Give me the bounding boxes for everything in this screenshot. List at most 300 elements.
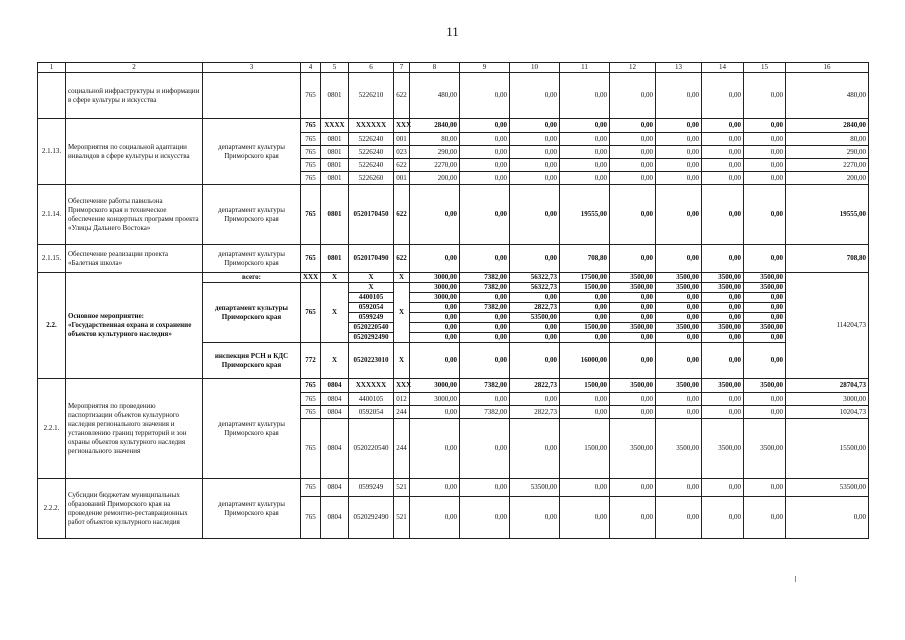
code-cell: 244 [394, 406, 410, 419]
value-cell: 0,00 [460, 119, 510, 133]
value-cell: 0,00 [786, 497, 869, 539]
value-cell: 3500,00 [744, 379, 786, 393]
value-cell: 7382,00 [460, 273, 510, 283]
value-cell: 3500,00 [610, 419, 656, 479]
code-cell: XXXXXX [349, 119, 394, 133]
code-cell: 0801 [321, 73, 349, 119]
value-cell: 0,00 [702, 185, 744, 245]
page-number: 11 [446, 24, 459, 39]
value-cell: 0,00 [744, 146, 786, 159]
code-cell: 001 [394, 172, 410, 185]
value-cell: 0,00 [460, 133, 510, 146]
value-cell: 0,00 [460, 146, 510, 159]
value-cell: 0,00 [510, 343, 560, 379]
value-cell: 0,00 [744, 133, 786, 146]
column-number: 14 [702, 63, 744, 73]
value-cell: 0,00 [460, 185, 510, 245]
row-number: 2.2.1. [38, 379, 66, 479]
row-name: социальной инфраструктуры и информации в сфере культуры и искусства [66, 73, 203, 119]
value-cell: 0,00 [610, 159, 656, 172]
value-cell: 3500,00 [656, 379, 702, 393]
row-name: Мероприятия по проведению паспортизации объектов культурного наследия регионального значения и установлению границ территорий и зон охраны объектов культурного наследия регионального значения [66, 379, 203, 479]
value-cell: 2840,00 [410, 119, 460, 133]
code-cell: 001 [394, 133, 410, 146]
value-cell: 0,00 [460, 245, 510, 273]
value-cell: 0,00 [560, 303, 610, 313]
value-cell: 200,00 [410, 172, 460, 185]
code-cell: XXX [394, 119, 410, 133]
code-cell: 0804 [321, 393, 349, 406]
code-cell: 765 [301, 283, 321, 343]
code-cell: 0804 [321, 419, 349, 479]
value-cell: 3500,00 [656, 283, 702, 293]
value-cell: 0,00 [656, 497, 702, 539]
value-cell: 56322,73 [510, 273, 560, 283]
value-cell: 1500,00 [560, 323, 610, 333]
value-cell: 7382,00 [460, 283, 510, 293]
value-cell: 0,00 [744, 333, 786, 343]
value-cell: 0,00 [460, 497, 510, 539]
value-cell: 0,00 [656, 185, 702, 245]
value-cell: 3500,00 [744, 419, 786, 479]
value-cell: 2822,73 [510, 379, 560, 393]
table-row [38, 119, 869, 133]
code-cell: X [394, 273, 410, 283]
value-cell: 0,00 [744, 245, 786, 273]
value-cell: 0,00 [410, 497, 460, 539]
code-cell: 5226240 [349, 159, 394, 172]
code-cell: 0599249 [349, 479, 394, 497]
value-cell: 0,00 [744, 303, 786, 313]
table-row [38, 379, 869, 393]
value-cell: 0,00 [510, 245, 560, 273]
value-cell: 0,00 [410, 419, 460, 479]
value-cell: 0,00 [610, 479, 656, 497]
value-cell: 3500,00 [656, 419, 702, 479]
code-cell: 521 [394, 497, 410, 539]
value-cell: 7382,00 [460, 379, 510, 393]
code-cell: 765 [301, 172, 321, 185]
code-cell: X [349, 283, 394, 293]
table-row [38, 185, 869, 245]
value-cell: 0,00 [656, 393, 702, 406]
value-cell: 0,00 [560, 393, 610, 406]
value-cell: 0,00 [702, 333, 744, 343]
code-cell: 5226210 [349, 73, 394, 119]
value-cell: 0,00 [610, 406, 656, 419]
code-cell: 023 [394, 146, 410, 159]
value-cell: 0,00 [610, 185, 656, 245]
code-cell: 0801 [321, 185, 349, 245]
code-cell: 521 [394, 479, 410, 497]
value-cell: 3500,00 [610, 283, 656, 293]
value-cell: 0,00 [560, 172, 610, 185]
value-cell: 0,00 [656, 146, 702, 159]
value-cell: 0,00 [610, 73, 656, 119]
value-cell: 0,00 [410, 479, 460, 497]
value-cell: 0,00 [510, 333, 560, 343]
value-cell: 0,00 [610, 333, 656, 343]
value-cell: 0,00 [410, 323, 460, 333]
value-cell: 1500,00 [560, 379, 610, 393]
value-cell: 0,00 [560, 159, 610, 172]
value-cell: 53500,00 [786, 479, 869, 497]
value-cell: 0,00 [656, 159, 702, 172]
value-cell: 0,00 [744, 497, 786, 539]
value-cell: 80,00 [786, 133, 869, 146]
code-cell: 765 [301, 379, 321, 393]
code-cell: 765 [301, 419, 321, 479]
value-cell: 0,00 [744, 185, 786, 245]
column-number: 3 [203, 63, 301, 73]
code-cell: 765 [301, 119, 321, 133]
scan-mark [795, 576, 796, 582]
value-cell: 708,80 [560, 245, 610, 273]
code-cell: 765 [301, 133, 321, 146]
code-cell: 0804 [321, 406, 349, 419]
value-cell: 3500,00 [610, 273, 656, 283]
value-cell: 0,00 [610, 303, 656, 313]
code-cell: 765 [301, 185, 321, 245]
value-cell: 0,00 [656, 343, 702, 379]
code-cell: 0592054 [349, 303, 394, 313]
value-cell: 0,00 [610, 146, 656, 159]
value-cell: 3500,00 [702, 379, 744, 393]
value-cell: 0,00 [560, 497, 610, 539]
column-number: 5 [321, 63, 349, 73]
table-row [38, 73, 869, 119]
row-number: 2.1.13. [38, 119, 66, 185]
value-cell: 0,00 [510, 185, 560, 245]
value-cell: 0,00 [460, 73, 510, 119]
value-cell: 3000,00 [410, 273, 460, 283]
value-cell: 0,00 [702, 313, 744, 323]
value-cell: 0,00 [702, 73, 744, 119]
value-cell: 0,00 [460, 479, 510, 497]
value-cell: 0,00 [510, 497, 560, 539]
code-cell: 0520220540 [349, 419, 394, 479]
value-cell: 0,00 [460, 293, 510, 303]
column-number: 15 [744, 63, 786, 73]
code-cell: 622 [394, 159, 410, 172]
executor: инспекция РСН и КДС Приморского края [203, 343, 301, 379]
value-cell: 3500,00 [610, 323, 656, 333]
value-cell: 480,00 [786, 73, 869, 119]
code-cell: 0801 [321, 172, 349, 185]
value-cell: 0,00 [656, 119, 702, 133]
value-cell: 0,00 [702, 343, 744, 379]
value-cell: 0,00 [460, 159, 510, 172]
value-cell: 0,00 [744, 313, 786, 323]
column-number: 6 [349, 63, 394, 73]
value-cell: 0,00 [560, 479, 610, 497]
code-cell: X [321, 273, 349, 283]
value-cell: 3500,00 [656, 273, 702, 283]
column-number: 12 [610, 63, 656, 73]
column-number: 1 [38, 63, 66, 73]
code-cell: 765 [301, 73, 321, 119]
value-cell: 0,00 [744, 393, 786, 406]
code-cell: 0520170490 [349, 245, 394, 273]
code-cell: XXX [301, 273, 321, 283]
value-cell: 0,00 [510, 293, 560, 303]
code-cell: 0804 [321, 497, 349, 539]
code-cell: X [394, 283, 410, 343]
value-cell: 0,00 [702, 119, 744, 133]
row-name: Обеспечение реализации проекта «Балетная школа» [66, 245, 203, 273]
value-cell: 290,00 [786, 146, 869, 159]
value-cell: 0,00 [410, 406, 460, 419]
column-number: 10 [510, 63, 560, 73]
value-cell: 0,00 [656, 172, 702, 185]
row-name: Мероприятия по социальной адаптации инвалидов в сфере культуры и искусства [66, 119, 203, 185]
row-number: 2.1.15. [38, 245, 66, 273]
value-cell: 19555,00 [560, 185, 610, 245]
code-cell: 0804 [321, 479, 349, 497]
column-number: 13 [656, 63, 702, 73]
value-cell: 0,00 [702, 146, 744, 159]
code-cell: XXXXXX [349, 379, 394, 393]
code-cell: 0520292490 [349, 497, 394, 539]
code-cell: 012 [394, 393, 410, 406]
value-cell: 3500,00 [702, 323, 744, 333]
value-cell: 7382,00 [460, 406, 510, 419]
code-cell: 4400105 [349, 393, 394, 406]
value-cell: 0,00 [510, 119, 560, 133]
value-cell: 3500,00 [744, 273, 786, 283]
value-cell: 0,00 [460, 343, 510, 379]
value-cell: 0,00 [610, 293, 656, 303]
table-row [38, 479, 869, 497]
value-cell: 2822,73 [510, 406, 560, 419]
value-cell: 0,00 [410, 343, 460, 379]
value-cell: 0,00 [410, 185, 460, 245]
code-cell: 4400105 [349, 293, 394, 303]
value-cell: 3500,00 [744, 283, 786, 293]
total-row [38, 273, 869, 283]
value-cell: 2270,00 [410, 159, 460, 172]
code-cell: 0801 [321, 245, 349, 273]
column-number: 11 [560, 63, 610, 73]
value-cell: 0,00 [460, 172, 510, 185]
value-cell: 0,00 [656, 313, 702, 323]
value-cell: 1500,00 [560, 283, 610, 293]
value-cell: 0,00 [460, 393, 510, 406]
value-cell: 0,00 [460, 323, 510, 333]
row-name: Субсидии бюджетам муниципальных образований Приморского края на проведение ремонтно-реставрационных работ объектов культурного наследия [66, 479, 203, 539]
code-cell: XXX [394, 379, 410, 393]
value-cell: 0,00 [744, 119, 786, 133]
value-cell: 0,00 [410, 313, 460, 323]
column-number: 9 [460, 63, 510, 73]
value-cell: 0,00 [744, 172, 786, 185]
value-cell: 0,00 [460, 419, 510, 479]
value-cell: 2840,00 [786, 119, 869, 133]
code-cell: X [349, 273, 394, 283]
value-cell: 0,00 [702, 303, 744, 313]
value-cell: 3000,00 [410, 379, 460, 393]
value-cell: 56322,73 [510, 283, 560, 293]
value-cell: 480,00 [410, 73, 460, 119]
executor: департамент культуры Приморского края [203, 185, 301, 245]
value-cell: 0,00 [656, 303, 702, 313]
value-cell: 0,00 [656, 245, 702, 273]
value-cell: 0,00 [702, 133, 744, 146]
code-cell: 765 [301, 146, 321, 159]
value-cell: 0,00 [744, 343, 786, 379]
executor: департамент культуры Приморского края [203, 245, 301, 273]
code-cell: 0520170450 [349, 185, 394, 245]
value-cell: 10204,73 [786, 406, 869, 419]
code-cell: X [321, 283, 349, 343]
value-cell: 0,00 [702, 479, 744, 497]
value-cell: 7382,00 [460, 303, 510, 313]
row-number: 2.1.14. [38, 185, 66, 245]
value-cell: 0,00 [610, 119, 656, 133]
code-cell: 0801 [321, 133, 349, 146]
total-label: всего: [203, 273, 301, 283]
code-cell: 0599249 [349, 313, 394, 323]
value-cell: 0,00 [410, 303, 460, 313]
value-cell: 3000,00 [786, 393, 869, 406]
value-cell: 0,00 [610, 343, 656, 379]
code-cell: 0520220540 [349, 323, 394, 333]
value-cell: 0,00 [702, 497, 744, 539]
row-name: Основное мероприятие: «Государственная охрана и сохранение объектов культурного наследия» [66, 273, 203, 379]
table-row [38, 245, 869, 273]
value-cell: 0,00 [410, 333, 460, 343]
value-cell: 17500,00 [560, 273, 610, 283]
column-number: 16 [786, 63, 869, 73]
value-cell: 0,00 [510, 146, 560, 159]
value-cell: 3000,00 [410, 293, 460, 303]
code-cell: 765 [301, 393, 321, 406]
value-cell: 0,00 [510, 323, 560, 333]
value-cell: 0,00 [610, 313, 656, 323]
value-cell: 200,00 [786, 172, 869, 185]
value-cell: 0,00 [702, 159, 744, 172]
value-cell: 3500,00 [702, 273, 744, 283]
code-cell: 5226240 [349, 133, 394, 146]
value-cell: 0,00 [702, 245, 744, 273]
code-cell: 0801 [321, 146, 349, 159]
code-cell: 0520223010 [349, 343, 394, 379]
value-cell: 3000,00 [410, 393, 460, 406]
code-cell: X [321, 343, 349, 379]
column-number: 7 [394, 63, 410, 73]
value-cell: 0,00 [656, 479, 702, 497]
row-name: Обеспечение работы павильона Приморского края и техническое обеспечение концертных программ проекта «Улицы Дальнего Востока» [66, 185, 203, 245]
value-cell: 0,00 [560, 293, 610, 303]
value-cell: 0,00 [510, 159, 560, 172]
code-cell: 622 [394, 185, 410, 245]
value-cell: 0,00 [560, 146, 610, 159]
code-cell: XXXX [321, 119, 349, 133]
value-cell: 0,00 [702, 406, 744, 419]
value-cell: 0,00 [744, 159, 786, 172]
code-cell: 0520292490 [349, 333, 394, 343]
code-cell: 772 [301, 343, 321, 379]
value-cell: 0,00 [656, 133, 702, 146]
value-cell: 3500,00 [656, 323, 702, 333]
column-number: 4 [301, 63, 321, 73]
value-cell: 3500,00 [744, 323, 786, 333]
value-cell: 0,00 [460, 333, 510, 343]
value-cell: 2822,73 [510, 303, 560, 313]
value-cell: 0,00 [656, 333, 702, 343]
value-cell: 0,00 [744, 293, 786, 303]
value-cell: 0,00 [702, 293, 744, 303]
value-cell: 0,00 [656, 293, 702, 303]
code-cell: 765 [301, 245, 321, 273]
budget-table [37, 62, 869, 539]
value-cell: 0,00 [510, 172, 560, 185]
value-cell: 0,00 [702, 172, 744, 185]
code-cell: 5226240 [349, 146, 394, 159]
value-cell: 15500,00 [786, 419, 869, 479]
value-cell: 1500,00 [560, 419, 610, 479]
value-cell: 0,00 [610, 172, 656, 185]
value-cell: 2270,00 [786, 159, 869, 172]
code-cell: 244 [394, 419, 410, 479]
value-cell: 114204,73 [786, 273, 869, 379]
value-cell: 0,00 [510, 73, 560, 119]
value-cell: 53500,00 [510, 313, 560, 323]
value-cell: 0,00 [560, 119, 610, 133]
value-cell: 0,00 [656, 73, 702, 119]
row-number: 2.2. [38, 273, 66, 379]
value-cell: 290,00 [410, 146, 460, 159]
value-cell: 3000,00 [410, 283, 460, 293]
executor: департамент культуры Приморского края [203, 479, 301, 539]
code-cell: 0592054 [349, 406, 394, 419]
value-cell: 0,00 [610, 393, 656, 406]
value-cell: 0,00 [702, 393, 744, 406]
value-cell: 80,00 [410, 133, 460, 146]
code-cell: 765 [301, 159, 321, 172]
code-cell: 765 [301, 406, 321, 419]
value-cell: 0,00 [510, 393, 560, 406]
code-cell: 765 [301, 497, 321, 539]
value-cell: 0,00 [560, 313, 610, 323]
value-cell: 16000,00 [560, 343, 610, 379]
value-cell: 3500,00 [610, 379, 656, 393]
value-cell: 0,00 [610, 133, 656, 146]
header-row [38, 63, 869, 73]
value-cell: 0,00 [744, 479, 786, 497]
value-cell: 0,00 [560, 333, 610, 343]
value-cell: 0,00 [610, 245, 656, 273]
value-cell: 0,00 [610, 497, 656, 539]
code-cell: 765 [301, 479, 321, 497]
code-cell: 5226260 [349, 172, 394, 185]
executor: департамент культуры Приморского края [203, 379, 301, 479]
value-cell: 53500,00 [510, 479, 560, 497]
value-cell: 19555,00 [786, 185, 869, 245]
value-cell: 0,00 [460, 313, 510, 323]
column-number: 8 [410, 63, 460, 73]
executor: департамент культуры Приморского края [203, 119, 301, 185]
value-cell: 3500,00 [702, 283, 744, 293]
column-number: 2 [66, 63, 203, 73]
value-cell: 0,00 [744, 406, 786, 419]
code-cell: 0804 [321, 379, 349, 393]
row-number: 2.2.2. [38, 479, 66, 539]
code-cell: 622 [394, 245, 410, 273]
value-cell: 708,80 [786, 245, 869, 273]
value-cell: 0,00 [560, 133, 610, 146]
code-cell: X [394, 343, 410, 379]
